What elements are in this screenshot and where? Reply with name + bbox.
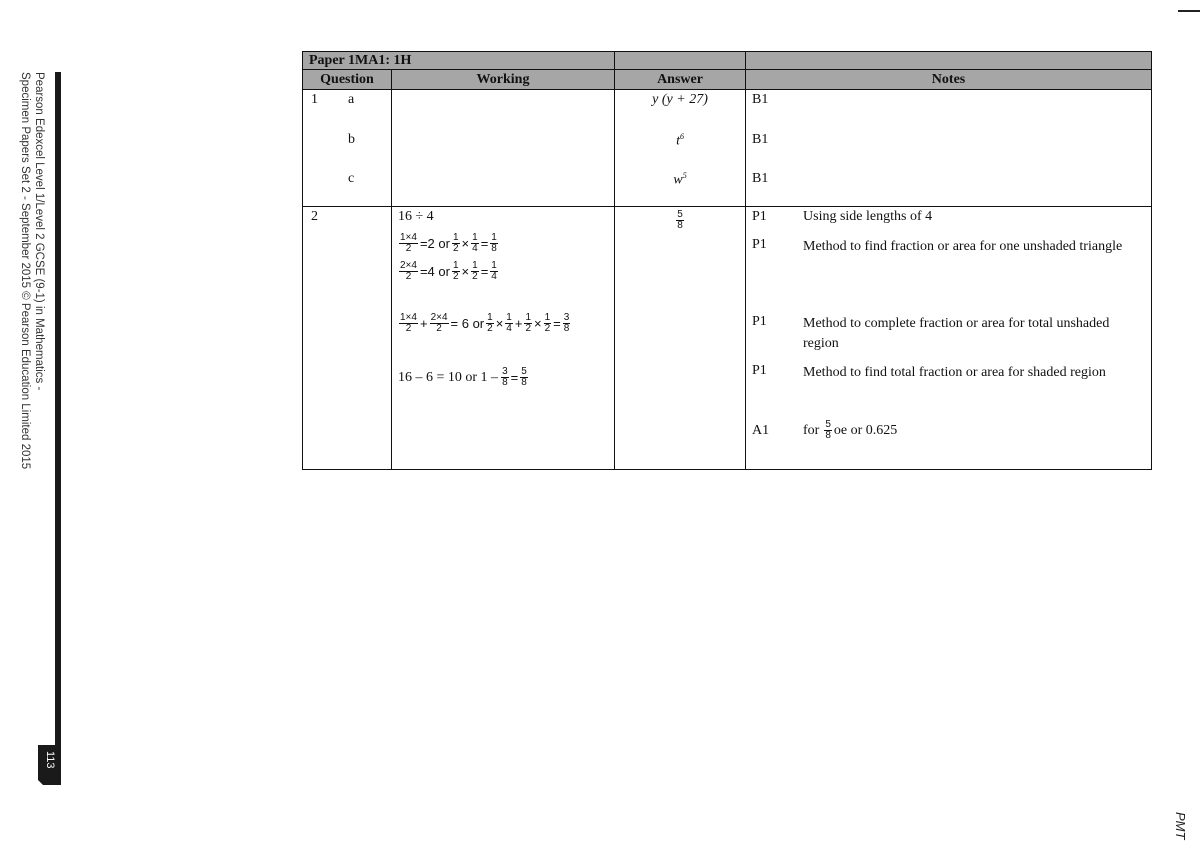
- question-2-answer: [615, 207, 746, 470]
- working-line-2: $\frac{1\times 4}{2}$ =2 or $\frac{1}{2}$ × $\frac{1}{4}$ = $\frac{1}{8}$: [400, 232, 497, 254]
- mark-code: B1: [752, 132, 769, 147]
- note-text: Using side lengths of 4: [803, 209, 933, 224]
- mark-code: B1: [752, 171, 769, 186]
- question-2-cell: [303, 207, 392, 470]
- note-text: for $\frac{5}{8}$ oe or 0.625: [803, 419, 898, 441]
- sidebar-footer-text: [18, 72, 46, 469]
- corner-mark: PMT: [1173, 812, 1188, 840]
- header-blank-notes: [746, 52, 1152, 70]
- question-part: c: [348, 171, 355, 186]
- note-text: Method to find fraction or area for one unshaded triangle: [803, 239, 1123, 254]
- working-line-4: $\frac{1\times 4}{2}$ + $\frac{2\times 4}{2}$ = 6 or $\frac{1}{2}$ × $\frac{1}{4}$ + $\frac{1}{2}$ × $\frac{1}{2}$ = $\frac{3}{8}$: [400, 312, 570, 334]
- sidebar-rule: [55, 72, 61, 775]
- question-1-working: [392, 90, 615, 207]
- question-1-answer: [615, 90, 746, 207]
- question-part: a: [348, 92, 355, 107]
- working-line-3: $\frac{2\times 4}{2}$ =4 or $\frac{1}{2}$ × $\frac{1}{2}$ = $\frac{1}{4}$: [400, 260, 497, 282]
- paper-label: Paper 1MA1: 1H: [303, 52, 615, 70]
- note-text: Method to complete fraction or area for total unshaded region: [803, 316, 1110, 351]
- question-2-notes: [746, 207, 1152, 470]
- note-text: Method to find total fraction or area for shaded region: [803, 365, 1106, 380]
- header-question: Question: [303, 70, 392, 90]
- header-answer: Answer: [615, 70, 746, 90]
- mark-code: P1: [752, 237, 767, 252]
- paper-header-row: [303, 52, 1152, 70]
- question-1-row: [303, 90, 1152, 207]
- page-number: 113: [44, 751, 56, 769]
- mark-code: P1: [752, 363, 767, 378]
- answer-1c: $w^5$: [673, 171, 687, 188]
- column-header-row: [303, 70, 1152, 90]
- sidebar-line-2: Specimen Papers Set 2 - September 2015 © Pearson Education Limited 2015: [19, 72, 31, 470]
- answer-1a: y (y + 27): [652, 92, 708, 107]
- corner-rule: [1178, 10, 1200, 12]
- question-1-notes: [746, 90, 1152, 207]
- question-2-working: [392, 207, 615, 470]
- mark-code: B1: [752, 92, 769, 107]
- answer-2: $\frac{5}{8}$: [677, 209, 683, 231]
- mark-code: P1: [752, 314, 767, 329]
- answer-1b: $t^6$: [676, 132, 684, 149]
- question-number: 1: [311, 92, 318, 107]
- working-line-1: 16 ÷ 4: [398, 209, 434, 224]
- sidebar-line-1: Pearson Edexcel Level 1/Level 2 GCSE (9-1) in Mathematics -: [33, 72, 45, 391]
- question-2-row: [303, 207, 1152, 470]
- mark-code: A1: [752, 423, 770, 438]
- working-line-5: 16 – 6 = 10 or 1 – $\frac{3}{8}$ = $\frac{5}{8}$: [398, 366, 527, 388]
- question-part: b: [348, 132, 355, 147]
- header-notes: Notes: [746, 70, 1152, 90]
- mark-scheme-table: [302, 51, 1152, 470]
- question-number: 2: [311, 209, 318, 224]
- mark-code: P1: [752, 209, 767, 224]
- header-working: Working: [392, 70, 615, 90]
- question-1-cell: [303, 90, 392, 207]
- header-blank-answer: [615, 52, 746, 70]
